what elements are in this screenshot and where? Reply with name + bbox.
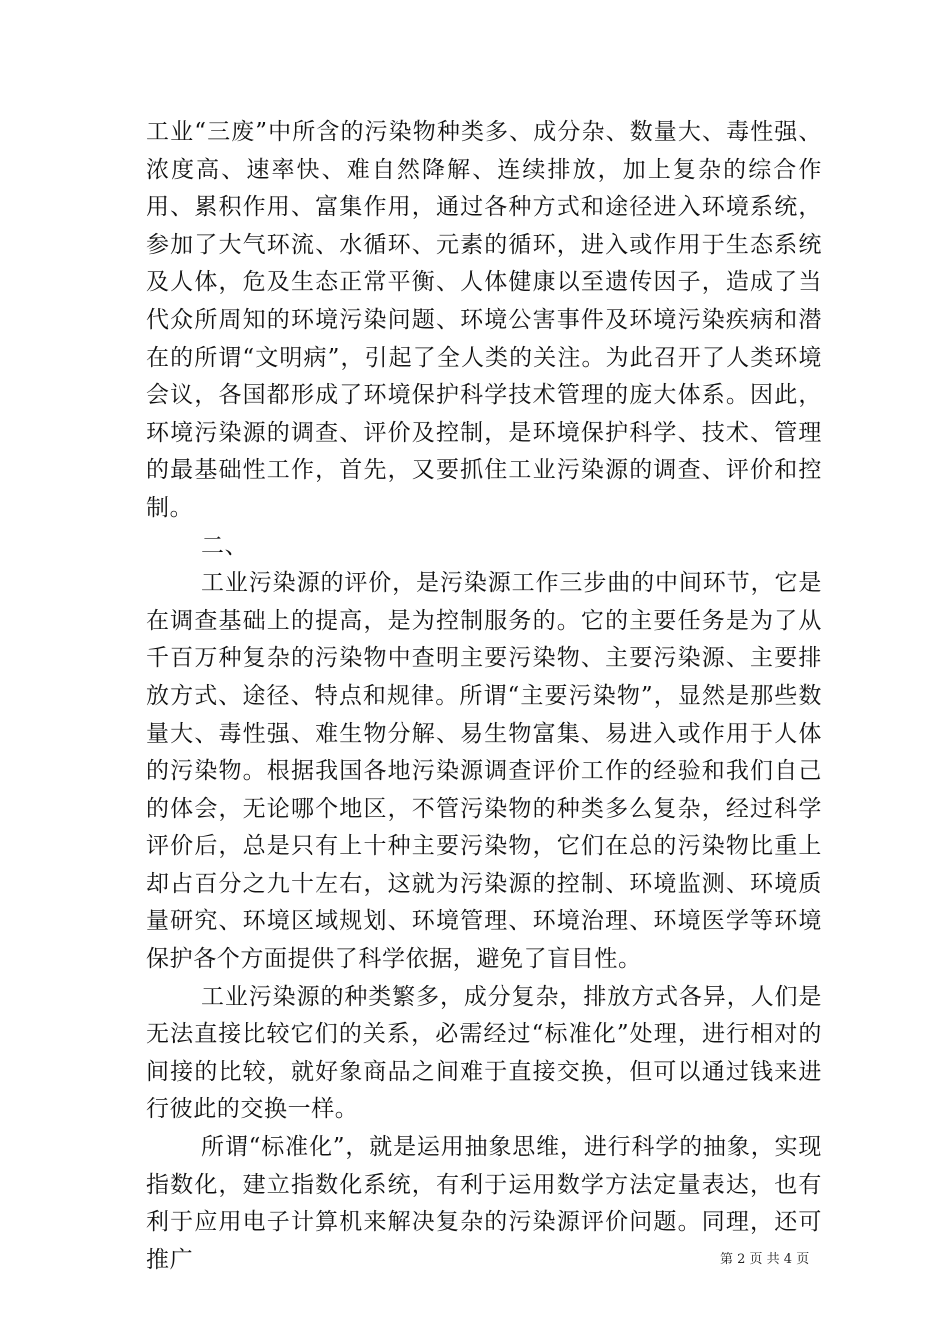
paragraph: 工业污染源的种类繁多，成分复杂，排放方式各异，人们是无法直接比较它们的关系，必需经过“标准化”处理，进行相对的间接的比较，就好象商品之间难于直接交换，但可以通过钱来进行彼此的交换一样。 [146,983,822,1123]
paragraph: 工业污染源的评价，是污染源工作三步曲的中间环节，它是在调查基础上的提高，是为控制服务的。它的主要任务是为了从千百万种复杂的污染物中查明主要污染物、主要污染源、主要排放方式、途径、特点和规律。所谓“主要污染物”，显然是那些数量大、毒性强、难生物分解、易生物富集、易进入或作用于人体的污染物。根据我国各地污染源调查评价工作的经验和我们自己的体会，无论哪个地区，不管污染物的种类多么复杂，经过科学评价后，总是只有上十种主要污染物，它们在总的污染物比重上却占百分之九十左右，这就为污染源的控制、环境监测、环境质量研究、环境区域规划、环境管理、环境治理、环境医学等环境保护各个方面提供了科学依据，避免了盲目性。 [146,570,822,973]
document-body [146,114,822,1279]
page-number: 第 2 页 共 4 页 [720,1252,810,1267]
paragraph-continued: 工业“三废”中所含的污染物种类多、成分杂、数量大、毒性强、浓度高、速率快、难自然降解、连续排放，加上复杂的综合作用、累积作用、富集作用，通过各种方式和途径进入环境系统，参加了大气环流、水循环、元素的循环，进入或作用于生态系统及人体，危及生态正常平衡、人体健康以至遗传因子，造成了当代众所周知的环境污染问题、环境公害事件及环境污染疾病和潜在的所谓“文明病”，引起了全人类的关注。为此召开了人类环境会议，各国都形成了环境保护科学技术管理的庞大体系。因此，环境污染源的调查、评价及控制，是环境保护科学、技术、管理的最基础性工作，首先，又要抓住工业污染源的调查、评价和控制。 [146,119,822,521]
paragraph: 所谓“标准化”，就是运用抽象思维，进行科学的抽象，实现指数化，建立指数化系统，有利于运用数学方法定量表达，也有利于应用电子计算机来解决复杂的污染源评价问题。同理，还可推广 [146,1134,822,1273]
section-heading: 二、 [201,532,249,559]
